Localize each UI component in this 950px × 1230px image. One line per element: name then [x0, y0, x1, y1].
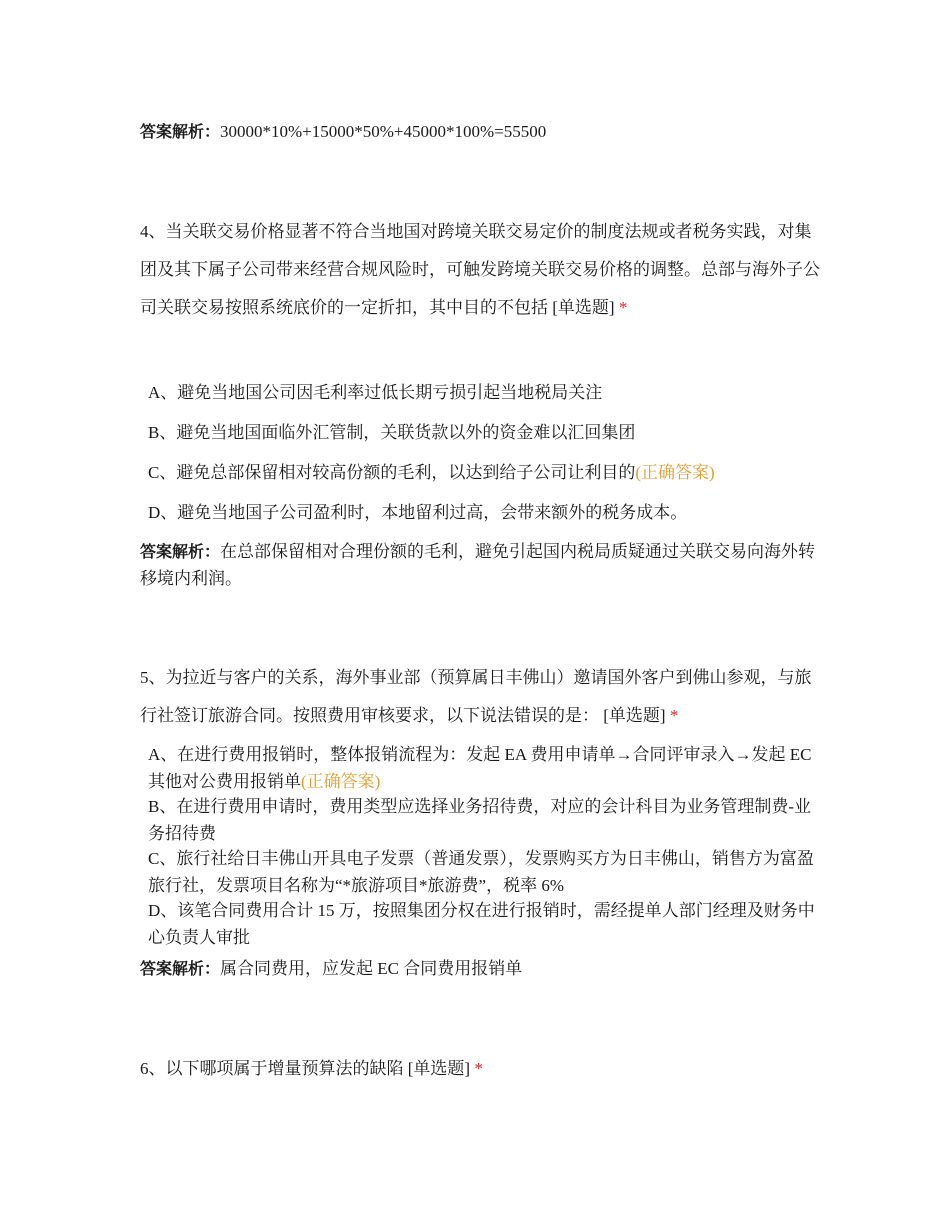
required-mark: *	[669, 706, 679, 725]
q5-option-d: D、该笔合同费用合计 15 万，按照集团分权在进行报销时，需经提单人部门经理及财务中心负责人审批	[148, 901, 815, 947]
q5-option-a: A、在进行费用报销时，整体报销流程为：发起 EA 费用申请单→合同评审录入→发起 EC 其他对公费用报销单(正确答案)	[148, 745, 812, 791]
q4-option-a: A、避免当地国公司因毛利率过低长期亏损引起当地税局关注	[148, 383, 603, 402]
correct-answer-marker: (正确答案)	[635, 463, 715, 482]
analysis-text: 在总部保留相对合理份额的毛利，避免引起国内税局质疑通过关联交易向海外转移境内利润。	[140, 542, 816, 588]
q4-option-d: D、避免当地国子公司盈利时，本地留利过高，会带来额外的税务成本。	[148, 503, 688, 522]
q5-option-c: C、旅行社给日丰佛山开具电子发票（普通发票），发票购买方为日丰佛山，销售方为富盈旅行社，发票项目名称为“*旅游项目*旅游费”，税率 6%	[148, 849, 814, 895]
prev-answer-analysis	[140, 118, 820, 145]
q4-option-b: B、避免当地国面临外汇管制，关联货款以外的资金难以汇回集团	[148, 423, 636, 442]
question-5-text: 5、为拉近与客户的关系，海外事业部（预算属日丰佛山）邀请国外客户到佛山参观，与旅行社签订旅游合同。按照费用审核要求，以下说法错误的是： [单选题]	[140, 668, 812, 725]
analysis-text: 30000*10%+15000*50%+45000*100%=55500	[220, 122, 547, 141]
analysis-label: 答案解析：	[140, 542, 221, 561]
question-6	[140, 1050, 820, 1088]
question-6-text: 6、以下哪项属于增量预算法的缺陷 [单选题]	[140, 1059, 471, 1078]
q5-option-b: B、在进行费用申请时，费用类型应选择业务招待费，对应的会计科目为业务管理制费-业务招待费	[148, 797, 811, 843]
analysis-label: 答案解析：	[140, 959, 221, 978]
question-4	[140, 213, 820, 327]
question-4-text: 4、当关联交易价格显著不符合当地国对跨境关联交易定价的制度法规或者税务实践，对集团及其下属子公司带来经营合规风险时，可触发跨境关联交易价格的调整。总部与海外子公司关联交易按照系统底价的一定折扣，其中目的不包括 [单选题]	[140, 222, 820, 317]
q4-answer-analysis	[140, 538, 820, 592]
q5-answer-analysis	[140, 955, 820, 982]
q4-option-c: C、避免总部保留相对较高份额的毛利，以达到给子公司让利目的(正确答案)	[148, 463, 715, 482]
analysis-text: 属合同费用，应发起 EC 合同费用报销单	[220, 959, 523, 978]
correct-answer-marker: (正确答案)	[301, 772, 381, 791]
analysis-label: 答案解析：	[140, 122, 221, 141]
required-mark: *	[474, 1059, 483, 1078]
question-5	[140, 659, 820, 735]
required-mark: *	[618, 298, 628, 317]
